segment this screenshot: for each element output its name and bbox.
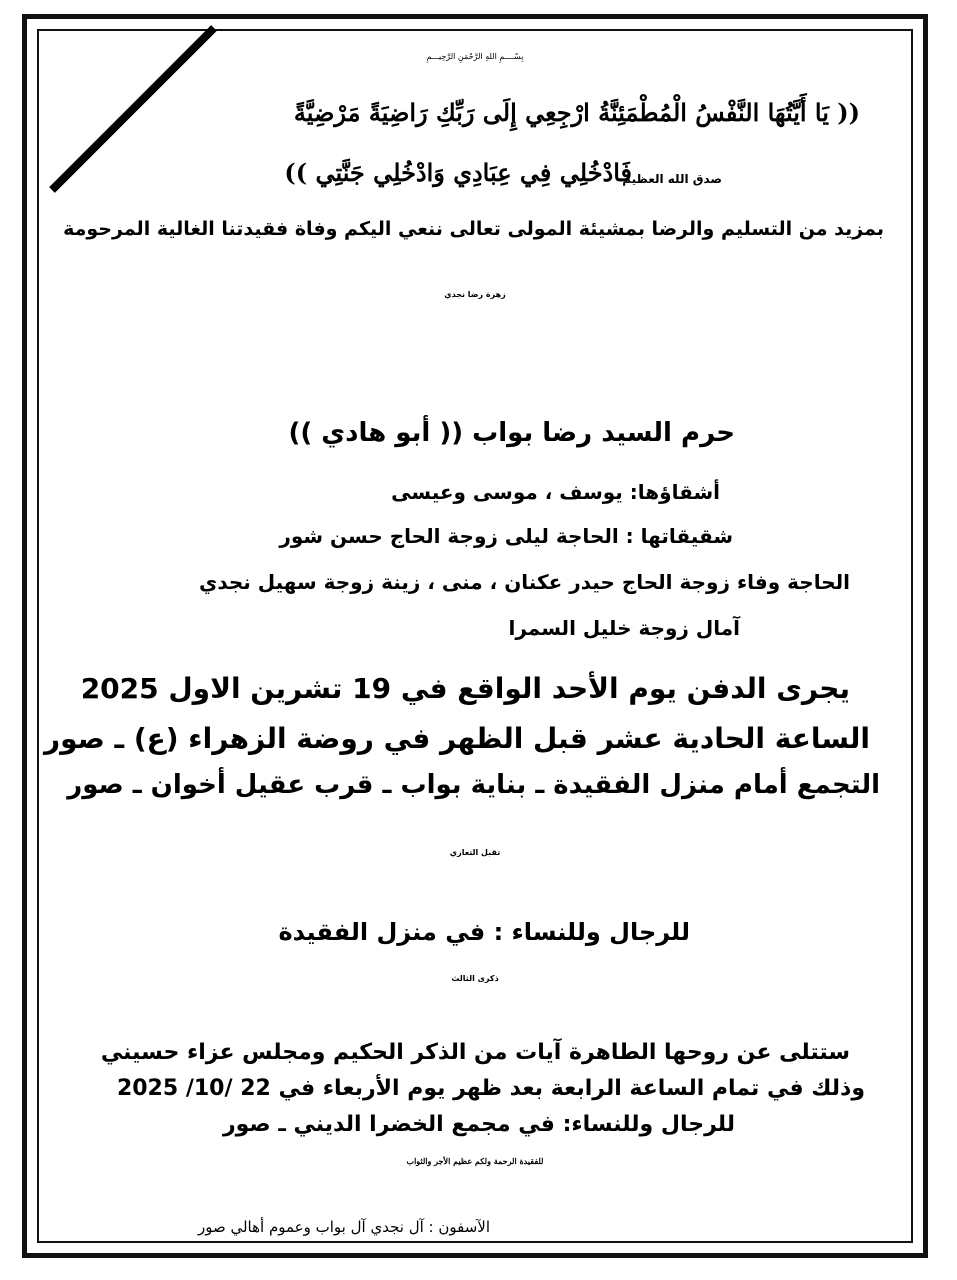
- closing-prayer: للفقيدة الرحمة ولكم عظيم الأجر والثواب: [406, 1156, 544, 1166]
- deceased-name: زهرة رضا نجدي: [444, 290, 506, 299]
- third-day-heading: ذكرى الثالث: [451, 974, 499, 983]
- condolences-heading: تقبل التعازي: [449, 848, 501, 857]
- intro-text: بمزيد من التسليم والرضا بمشيئة المولى تعالى ننعي اليكم وفاة فقيدتنا الغالية المرحومة: [63, 218, 884, 240]
- basmala: بِسْــــمِ اللهِ الرَّحْمَنِ الرَّحِيـــمِ: [426, 52, 524, 61]
- sisters-line-1: شقيقاتها : الحاجة ليلى زوجة الحاج حسن شور: [279, 524, 733, 548]
- quran-verse-line-2: فَادْخُلِي فِي عِبَادِي وَادْخُلِي جَنَّتِي )): [284, 158, 632, 187]
- mourners: الآسفون : آل نجدي آل بواب وعموم أهالي صور: [197, 1218, 490, 1236]
- third-day-line-1: ستتلى عن روحها الطاهرة آيات من الذكر الحكيم ومجلس عزاء حسيني: [100, 1040, 850, 1065]
- wife-of: حرم السيد رضا بواب (( أبو هادي )): [288, 418, 735, 448]
- burial-line-3: التجمع أمام منزل الفقيدة ـ بناية بواب ـ قرب عقيل أخوان ـ صور: [67, 770, 880, 800]
- condolences-text: للرجال وللنساء : في منزل الفقيدة: [278, 918, 690, 946]
- sisters-line-3: آمال زوجة خليل السمرا: [508, 616, 740, 640]
- third-day-line-2: وذلك في تمام الساعة الرابعة بعد ظهر يوم الأربعاء في 22 /10/ 2025: [116, 1076, 865, 1101]
- third-day-line-3: للرجال وللنساء: في مجمع الخضرا الديني ـ صور: [222, 1112, 735, 1137]
- quran-verse-line-1: (( يَا أَيَّتُهَا النَّفْسُ الْمُطْمَئِنَّةُ ارْجِعِي إِلَى رَبِّكِ رَاضِيَةً مَرْضِيَّةً: [293, 98, 860, 127]
- sadaq-allah: صدق الله العظيم: [622, 172, 722, 186]
- brothers: أشقاؤها: يوسف ، موسى وعيسى: [391, 480, 720, 504]
- burial-line-2: الساعة الحادية عشر قبل الظهر في روضة الزهراء (ع) ـ صور: [44, 722, 870, 755]
- burial-line-1: يجرى الدفن يوم الأحد الواقع في 19 تشرين الاول 2025: [80, 672, 850, 705]
- sisters-line-2: الحاجة وفاء زوجة الحاج حيدر عكنان ، منى ، زينة زوجة سهيل نجدي: [199, 570, 850, 594]
